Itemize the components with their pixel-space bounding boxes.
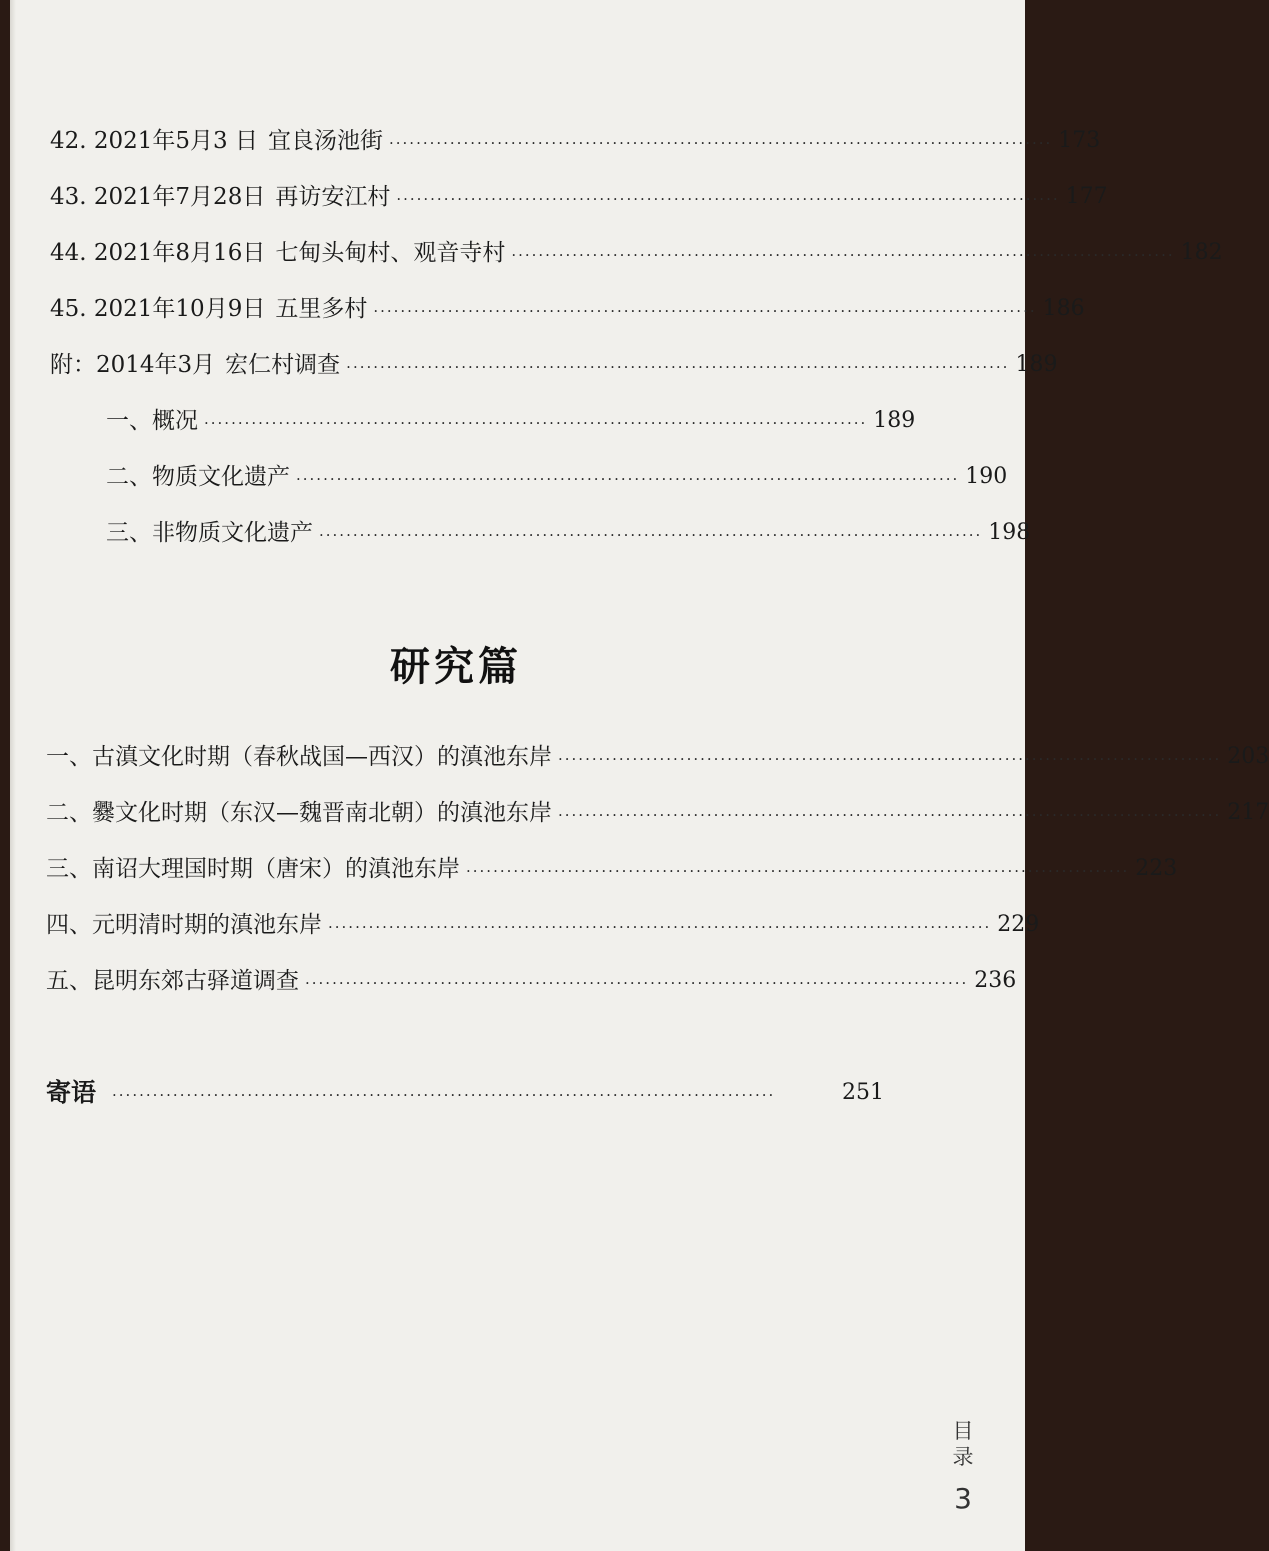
toc-postscript-entry[interactable]: [46, 1076, 884, 1110]
toc-research-page: 217: [1227, 800, 1269, 825]
dot-leader: ··································································································: [346, 358, 1010, 376]
toc-research-page: 223: [1135, 856, 1178, 881]
toc-subentry-page: 190: [965, 464, 1008, 489]
toc-entry-page: 177: [1065, 184, 1108, 209]
toc-research-entry[interactable]: [46, 964, 1017, 998]
toc-research-title: 三、南诏大理国时期（唐宋）的滇池东岸: [46, 856, 460, 882]
dot-leader: ··································································································: [511, 246, 1175, 264]
book-page: [10, 0, 1269, 1551]
toc-research-page: 229: [997, 912, 1040, 937]
toc-entry-page: 186: [1042, 296, 1085, 321]
toc-subentry-title: 三、非物质文化遗产: [106, 520, 313, 546]
toc-research-title: 四、元明清时期的滇池东岸: [46, 912, 322, 938]
toc-research-entry[interactable]: [46, 908, 1040, 942]
toc-entry-date: 42. 2021年5月3 日: [50, 128, 258, 154]
dot-leader: ··································································································: [305, 974, 969, 992]
dot-leader: ··································································································: [396, 190, 1060, 208]
toc-entry[interactable]: [50, 180, 1108, 214]
toc-subentry[interactable]: [106, 404, 916, 438]
toc-entry[interactable]: [50, 124, 1101, 158]
toc-entry-title: 宏仁村调查: [225, 352, 341, 378]
dot-leader: ··································································································: [296, 470, 960, 488]
toc-entry[interactable]: [50, 236, 1223, 270]
toc-research-entry[interactable]: [46, 740, 1269, 774]
dot-leader: ··································································································: [319, 526, 983, 544]
toc-entry-date: 45. 2021年10月9日: [50, 296, 266, 322]
toc-postscript-title: 寄语: [46, 1078, 97, 1107]
toc-entry-title: 再访安江村: [275, 184, 391, 210]
toc-research-title: 五、昆明东郊古驿道调查: [46, 968, 299, 994]
dot-leader: ··································································································: [112, 1086, 776, 1104]
dot-leader: ··································································································: [373, 302, 1037, 320]
page-number: 3: [954, 1482, 972, 1515]
dot-leader: ··································································································: [204, 414, 868, 432]
running-footer-label: 目录: [952, 1419, 974, 1469]
dot-leader: ··································································································: [389, 134, 1053, 152]
toc-entry-page: 182: [1180, 240, 1223, 265]
toc-research-page: 203: [1227, 744, 1269, 769]
toc-entry-date: 43. 2021年7月28日: [50, 184, 266, 210]
toc-entry-title: 五里多村: [275, 296, 368, 322]
dot-leader: ··································································································: [466, 862, 1130, 880]
toc-entry-title: 宜良汤池街: [268, 128, 383, 154]
toc-subentry-title: 一、概况: [106, 408, 198, 434]
toc-entry-page: 173: [1058, 128, 1101, 153]
toc-research-entry[interactable]: [46, 852, 1178, 886]
dot-leader: ··································································································: [558, 806, 1222, 824]
toc-entry-title: 七甸头甸村、观音寺村: [275, 240, 506, 266]
toc-subentry-page: 198: [988, 520, 1031, 545]
toc-entry-appendix[interactable]: [50, 348, 1058, 382]
toc-research-title: 一、古滇文化时期（春秋战国—西汉）的滇池东岸: [46, 744, 552, 770]
toc-postscript-page: 251: [842, 1080, 884, 1105]
section-heading: 研究篇: [390, 644, 522, 690]
toc-entry[interactable]: [50, 292, 1085, 326]
toc-entry-page: 189: [1015, 352, 1058, 377]
dot-leader: ··································································································: [558, 750, 1222, 768]
toc-entry-date: 44. 2021年8月16日: [50, 240, 266, 266]
toc-subentry[interactable]: [106, 516, 1031, 550]
toc-research-page: 236: [974, 968, 1017, 993]
toc-research-entry[interactable]: [46, 796, 1269, 830]
toc-entry-date: 附：2014年3月: [50, 352, 216, 378]
dot-leader: ··································································································: [328, 918, 992, 936]
toc-subentry[interactable]: [106, 460, 1008, 494]
toc-subentry-title: 二、物质文化遗产: [106, 464, 290, 490]
toc-subentry-page: 189: [873, 408, 916, 433]
toc-research-title: 二、爨文化时期（东汉—魏晋南北朝）的滇池东岸: [46, 800, 552, 826]
